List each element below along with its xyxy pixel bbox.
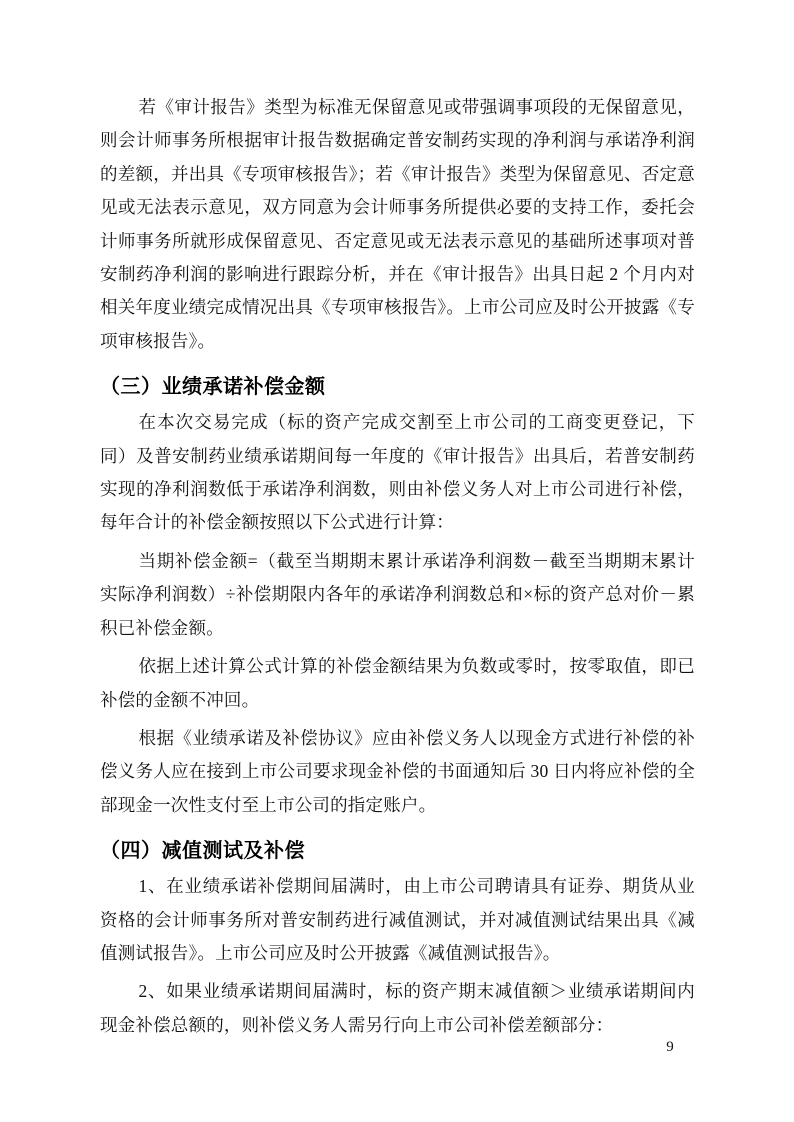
paragraph-impairment-test-report: 1、在业绩承诺补偿期间届满时，由上市公司聘请具有证券、期货从业资格的会计师事务所对普安制药进行减值测试，并对减值测试结果出具《减值测试报告》。上市公司应及时公开披露《减值测试报告》。 — [100, 876, 695, 963]
page-number: 9 — [666, 1039, 674, 1055]
paragraph-impairment-difference-compensation: 2、如果业绩承诺期间届满时，标的资产期末减值额＞业绩承诺期间内现金补偿总额的，则补偿义务人需另行向上市公司补偿差额部分： — [100, 981, 695, 1035]
paragraph-compensation-trigger: 在本次交易完成（标的资产完成交割至上市公司的工商变更登记，下同）及普安制药业绩承诺期间每一年度的《审计报告》出具后，若普安制药实现的净利润数低于承诺净利润数，则由补偿义务人对上市公司进行补偿，每年合计的补偿金额按照以下公式进行计算： — [100, 412, 695, 533]
paragraph-compensation-formula: 当期补偿金额=（截至当期期末累计承诺净利润数－截至当期期末累计实际净利润数）÷补偿期限内各年的承诺净利润数总和×标的资产总对价－累积已补偿金额。 — [100, 550, 695, 638]
section-heading-compensation-amount: （三）业绩承诺补偿金额 — [100, 376, 326, 399]
paragraph-cash-payment-deadline: 根据《业绩承诺及补偿协议》应由补偿义务人以现金方式进行补偿的补偿义务人应在接到上市公司要求现金补偿的书面通知后 30 日内将应补偿的全部现金一次性支付至上市公司的指定账户。 — [100, 727, 695, 815]
paragraph-negative-or-zero-result: 依据上述计算公式计算的补偿金额结果为负数或零时，按零取值，即已补偿的金额不冲回。 — [100, 656, 695, 710]
section-heading-impairment-test: （四）减值测试及补偿 — [100, 840, 305, 863]
paragraph-audit-report-types: 若《审计报告》类型为标准无保留意见或带强调事项段的无保留意见，则会计师事务所根据审计报告数据确定普安制药实现的净利润与承诺净利润的差额，并出具《专项审核报告》；若《审计报告》类型为保留意见、否定意见或无法表示意见，双方同意为会计师事务所提供必要的支持工作，委托会计师事务所就形成保留意见、否定意见或无法表示意见的基础所述事项对普安制药净利润的影响进行跟踪分析，并在《审计报告》出具日起 2 个月内对相关年度业绩完成情况出具《专项审核报告》。上市公司应及时公开披露《专项审核报告》。 — [100, 97, 695, 351]
